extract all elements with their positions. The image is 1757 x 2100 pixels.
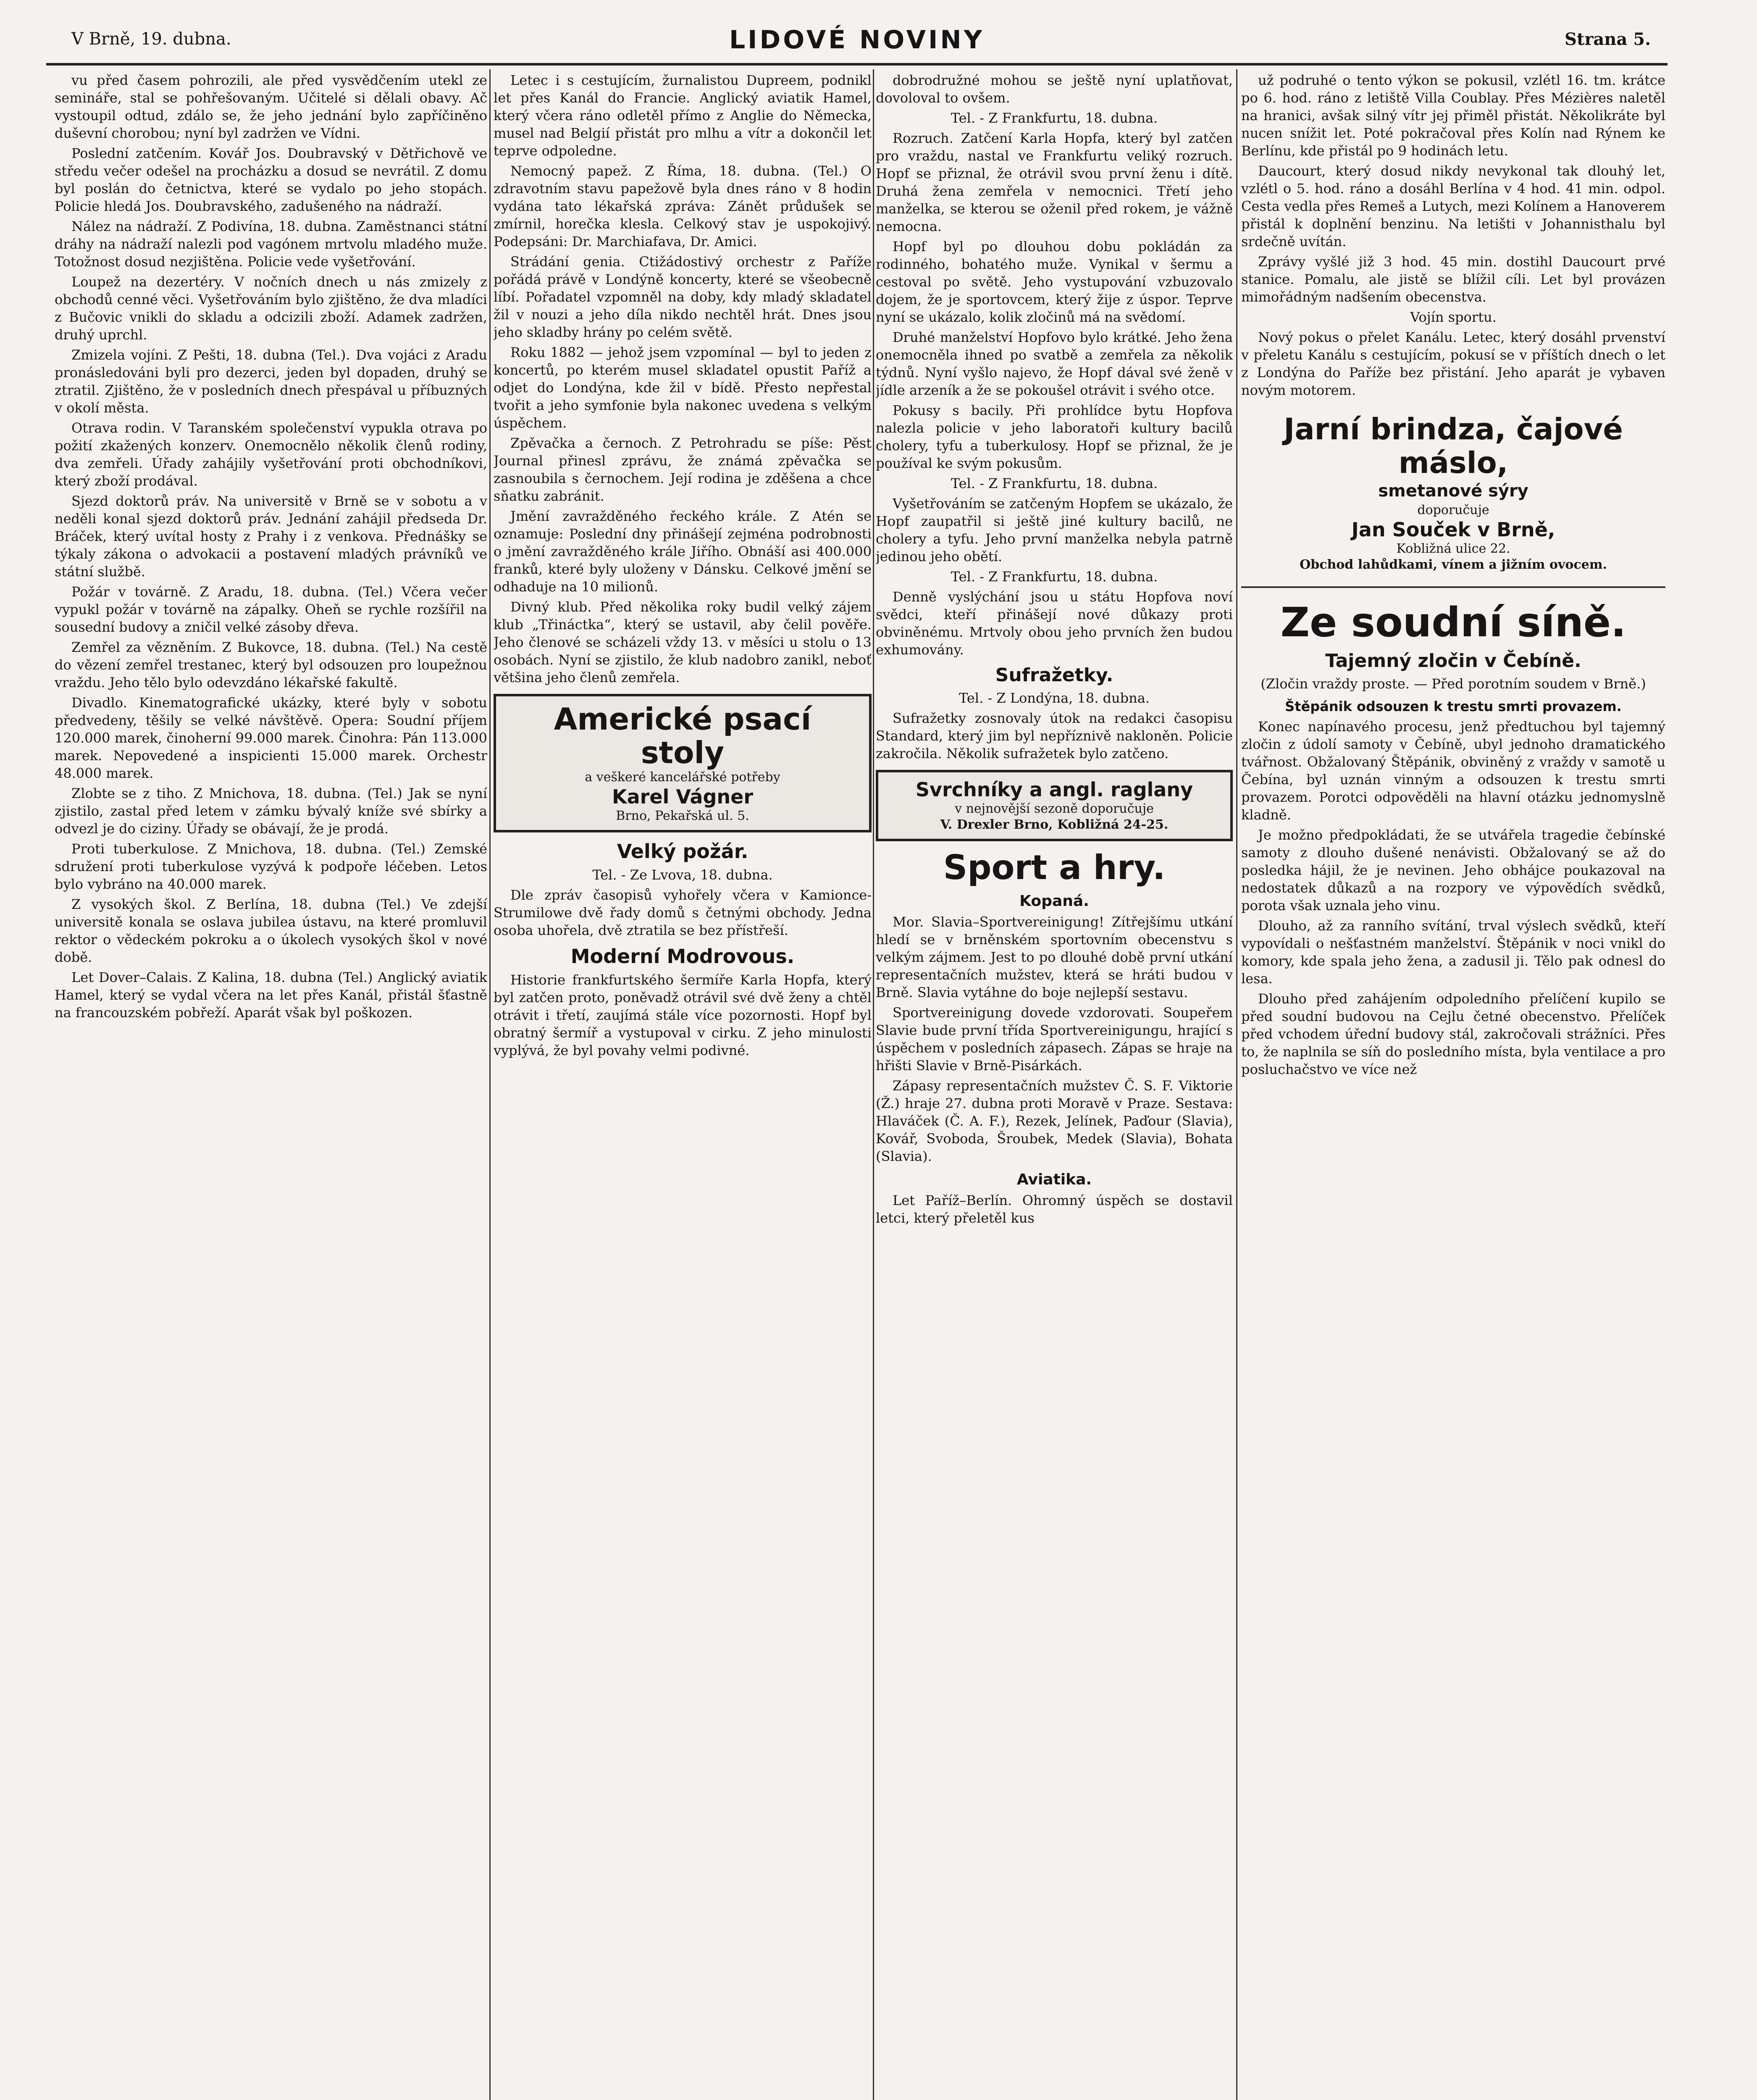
article-text: Dlouho před zahájením odpoledního přelíčení kupilo se před soudní budovou na Cejlu četné obecenstvo. Přelíček před vchodem úřední budovy stál, zakročovali strážníci. Přes to, že naplnila se síň do posledního místa, byla ventilace a pro posluchačstvo ve více než <box>1241 991 1665 1077</box>
page-header <box>46 25 1668 66</box>
advertisement-desks <box>494 694 872 832</box>
article-text: už podruhé o tento výkon se pokusil, vzlétl 16. tm. krátce po 6. hod. ráno z letiště Villa Coublay. Přes Mézières naletěl na hranici, avšak silný vítr jej přiměl přistát. Několikráte byl nucen snížit let. Poté pokračoval přes Kolín nad Rýnem ke Berlínu, kde přistál po 9 hodinách letu. <box>1241 72 1665 159</box>
article-text: Vyšetřováním se zatčeným Hopfem se ukázalo, že Hopf zaupatřil si ještě jiné kultury bacilů, ne cholery a tyfu. Jeho první manželka nebyla patrně jedinou jeho obětí. <box>876 496 1233 564</box>
article-text: Zemřel za vězněním. Z Bukovce, 18. dubna. (Tel.) Na cestě do vězení zemřel trestanec, který byl odsouzen pro loupežnou vraždu. Jeho tělo bylo odevzdáno lékařské fakultě. <box>55 639 487 690</box>
article-text: Roku 1882 — jehož jsem vzpomínal — byl to jeden z koncertů, po kterém musel skladatel opustit Paříž a odjet do Londýna, kde žil v bídě. Přesto nepřestal tvořit a jeho symfonie byla nakonec uvedena s velkým úspěchem. <box>494 344 872 431</box>
column-2 <box>494 71 872 2100</box>
article-text: Dle zpráv časopisů vyhořely včera v Kamionce-Strumilowe dvě řady domů s četnými obchody. Jedna osoba uhořela, dvě ztratila se bez přístřeší. <box>494 887 872 938</box>
article-text: Dlouho, až za ranního svítání, trval výslech svědků, kteří vypovídali o nešťastném manželství. Štěpánik v noci vnikl do komory, kde spala jeho žena, a zadusil ji. Tělo pak odnesl do lesa. <box>1241 918 1665 987</box>
article-title: Tajemný zločin v Čebíně. <box>1325 650 1581 672</box>
newspaper-title: LIDOVÉ NOVINY <box>729 25 985 55</box>
dateline: Tel. - Z Frankfurtu, 18. dubna. <box>951 110 1158 126</box>
article-text: Let Paříž–Berlín. Ohromný úspěch se dostavil letci, který přeletěl kus <box>876 1192 1233 1226</box>
ad-merchant-name: V. Drexler Brno, Kobližná 24-25. <box>940 817 1169 832</box>
page-number: Strana 5. <box>1564 29 1651 49</box>
article-text: Letec i s cestujícím, žurnalistou Dupreem, podnikl let přes Kanál do Francie. Anglický aviatik Hamel, který včera ráno odletěl přímo z Anglie do Německa, musel nad Belgií přistát pro mlhu a vítr a dokončil let teprve odpoledne. <box>494 72 872 159</box>
dateline: Tel. - Z Frankfurtu, 18. dubna. <box>951 569 1158 585</box>
dateline: Tel. - Z Frankfurtu, 18. dubna. <box>951 475 1158 491</box>
section-heading: Velký požár. <box>617 840 748 863</box>
article-text: Denně vyslýchání jsou u státu Hopfova noví svědci, kteří přinášejí nové důkazy proti obviněnému. Mrtvoly obou jeho prvních žen budou exhumovány. <box>876 589 1233 658</box>
ad-merchant-name: Karel Vágner <box>612 785 754 808</box>
column-1 <box>55 71 487 2100</box>
article-text: Sjezd doktorů práv. Na universitě v Brně se v sobotu a v neděli konal sjezd doktorů práv. Jednání zahájil předseda Dr. Bráček, který uvítal hosty z Prahy i z venkova. Přednášky se týkaly zákona o advokacii a postavení mladých právníků ve státní službě. <box>55 493 487 580</box>
article-text: Pokusy s bacily. Při prohlídce bytu Hopfova nalezla policie v jeho laboratoři kultury bacilů cholery, tyfu a tuberkulosy. Hopf se přiznal, že je používal ke svým pokusům. <box>876 402 1233 471</box>
dateline: Tel. - Ze Lvova, 18. dubna. <box>592 867 773 883</box>
article-text: Rozruch. Zatčení Karla Hopfa, který byl zatčen pro vraždu, nastal ve Frankfurtu veliký rozruch. Hopf se přiznal, že otrávil svou první ženu i dítě. Druhá žena zemřela v nemocnici. Třetí jeho manželka, se kterou se oženil před rokem, je vážně nemocna. <box>876 130 1233 234</box>
section-heading: Sport a hry. <box>943 848 1166 887</box>
article-text: Sufražetky zosnovaly útok na redakci časopisu Standard, který jim byl nepříznivě nakloněn. Policie zakročila. Několik sufražetek bylo zatčeno. <box>876 710 1233 761</box>
ad-headline: stoly <box>641 735 725 770</box>
sub-heading: Aviatika. <box>1016 1171 1092 1188</box>
article-text: Divný klub. Před několika roky budil velký zájem klub „Třináctka“, který se ustavil, aby čelil pověře. Jeho členové se scházeli vždy 13. v měsíci u stolu o 13 osobách. Nyní se zjistilo, že klub nadobro zanikl, neboť většina jeho členů zemřela. <box>494 599 872 685</box>
column-rule <box>873 69 874 2100</box>
article-subtitle: (Zločin vraždy proste. — Před porotním soudem v Brně.) <box>1261 676 1646 692</box>
article-text: vu před časem pohrozili, ale před vysvědčením utekl ze semináře, stal se pohřešovaným. Učitelé si dělali obavy. Ač vystoupil odtud, zdálo se, že jeho jednání bylo zapříčiněno duševní chorobou; nyní byl zadržen ve Vídni. <box>55 72 487 141</box>
article-text: Proti tuberkulose. Z Mnichova, 18. dubna. (Tel.) Zemské sdružení proti tuberkulose vyzývá k podpoře léčeben. Letos bylo vybráno na 40.000 marek. <box>55 841 487 892</box>
article-text: Nový pokus o přelet Kanálu. Letec, který dosáhl prvenství v přeletu Kanálu s cestujícím, pokusí se v příštích dnech o let z Londýna do Paříže bez přistání. Jeho aparát je vybaven novým motorem. <box>1241 329 1665 398</box>
article-text: Divadlo. Kinematografické ukázky, které byly v sobotu předvedeny, těšily se velké návštěvě. Opera: Soudní příjem 120.000 marek, činoherní 99.000 marek. Činohra: Pán 113.000 marek. Nepovedené a inspicienti 15.000 marek. Orchestr 48.000 marek. <box>55 695 487 781</box>
article-text: Jmění zavražděného řeckého krále. Z Atén se oznamuje: Poslední dny přinášejí zejména podrobnosti o jmění zavražděného krále Jiřího. Obnáší asi 400.000 franků, které byly uloženy v Dánsku. Celkové jmění se odhaduje na 10 milionů. <box>494 508 872 595</box>
article-text: Zprávy vyšlé již 3 hod. 45 min. dostihl Daucourt prvé stanice. Pomalu, ale jistě se blížil cíli. Let byl provázen mimořádným nadšením obecenstva. <box>1241 254 1665 305</box>
advertisement-cheese <box>1241 407 1665 579</box>
article-text: Hopf byl po dlouhou dobu pokládán za rodinného, bohatého muže. Vynikal v šermu a cestoval po světě. Jeho vystupování vzbuzovalo dojem, že je sportovcem, který žije z úspor. Teprve nyní se ukázalo, kolik zločinů má na svědomí. <box>876 239 1233 325</box>
article-text: Zmizela vojíni. Z Pešti, 18. dubna (Tel.). Dva vojáci z Aradu pronásledováni byli pro dezerci, jeden byl dopaden, druhý se ztratil. Zjištěno, že v posledních dnech přespával u příbuzných v okolí města. <box>55 347 487 416</box>
ad-headline: Americké psací <box>554 701 812 737</box>
sub-heading: Vojín sportu. <box>1410 309 1497 325</box>
column-4 <box>1241 71 1665 2100</box>
article-text: Druhé manželství Hopfovo bylo krátké. Jeho žena onemocněla ihned po svatbě a zemřela za několik týdnů. Nyní vyšlo najevo, že Hopf dával své ženě v jídle arzeník a že se pokoušel otrávit i svého otce. <box>876 329 1233 398</box>
sub-heading: Kopaná. <box>1019 892 1089 910</box>
dateline: Tel. - Z Londýna, 18. dubna. <box>959 690 1150 706</box>
ad-headline: smetanové sýry <box>1378 481 1529 501</box>
article-text: Z vysokých škol. Z Berlína, 18. dubna (Tel.) Ve zdejší universitě konala se oslava jubilea ústavu, na které promluvil rektor o vědeckém pokroku a o úkolech vysokých škol v nové době. <box>55 896 487 965</box>
article-text: dobrodružné mohou se ještě nyní uplatňovat, dovoloval to ovšem. <box>876 72 1233 106</box>
ad-merchant-name: Jan Souček v Brně, <box>1351 518 1555 541</box>
article-text: Strádání genia. Ctižádostivý orchestr z Paříže pořádá právě v Londýně koncerty, které se všeobecně líbí. Pořadatel vzpomněl na doby, kdy mladý skladatel žil v nouzi a jeho díla nikdo nechtěl hrát. Dnes jsou jeho skladby hrány po celém světě. <box>494 254 872 340</box>
ad-headline: Svrchníky a angl. raglany <box>915 778 1193 801</box>
article-text: Zlobte se z tiho. Z Mnichova, 18. dubna. (Tel.) Jak se nyní zjistilo, zastal před letem v zámku bývalý kníže své sbírky a odvezl je do ciziny. Úřady se obávají, že je prodá. <box>55 785 487 837</box>
article-text: Zpěvačka a černoch. Z Petrohradu se píše: Pěst Journal přinesl zprávu, že známá zpěvačka se zasnoubila s černochem. Její rodina je zděšena a chce sňatku zabránit. <box>494 435 872 504</box>
article-text: Je možno předpokládati, že se utvářela tragedie čebínské samoty z dlouho dušené nenávisti. Obžalovaný se až do posledka hájil, že je nevinen. Jeho obhájce poukazoval na nedostatek důkazů a na rozpory ve výpovědích svědků, porota však uznala jeho vinu. <box>1241 827 1665 914</box>
column-rule <box>489 69 491 2100</box>
article-text: Mor. Slavia–Sportvereinigung! Zítřejšímu utkání hledí se v brněnském sportovním obecenstvu s velkým zájmem. Jest to po dlouhé době první utkání representačních mužstev, která se hráti budou v Brně. Slavia vytáhne do boje nejlepší sestavu. <box>876 914 1233 1000</box>
article-text: Otrava rodin. V Taranském společenství vypukla otrava po požití zkažených konzerv. Onemocnělo několik členů rodiny, dva zemřeli. Úřady zahájily vyšetřování proti obchodníkovi, který zboží prodával. <box>55 420 487 489</box>
divider <box>1241 586 1665 588</box>
section-heading: Moderní Modrovous. <box>570 945 795 968</box>
ad-text: Obchod lahůdkami, vínem a jižním ovocem. <box>1300 557 1607 572</box>
article-text: Loupež na dezertéry. V nočních dnech u nás zmizely z obchodů cenné věci. Vyšetřováním bylo zjištěno, že dva mladíci z Bučovic vnikli do skladu a odcizili zboží. Adamek zadržen, druhý uprchl. <box>55 274 487 343</box>
header-date: V Brně, 19. dubna. <box>71 29 231 49</box>
section-heading: Sufražetky. <box>995 664 1114 686</box>
column-rule <box>1236 69 1237 2100</box>
advertisement-coats <box>876 770 1233 841</box>
article-text: Sportvereinigung dovede vzdorovati. Soupeřem Slavie bude první třída Sportvereinigungu, hrající s úspěchem v posledních zápasech. Zápas se hraje na hřišti Slavie v Brně-Pisárkách. <box>876 1005 1233 1074</box>
ad-text: v nejnovější sezoně doporučuje <box>955 801 1154 816</box>
article-text: Konec napínavého procesu, jenž předtuchou byl tajemný zločin z údolí samoty v Čebíně, ubyl jednoho dramatického tvářnost. Obžalovaný Štěpánik, obviněný z vraždy v samotě u Čebína, byl uznán vinným a odsouzen k trestu smrti provazem. Porotci odpověděli na hlavní otázku jednomyslně kladně. <box>1241 719 1665 823</box>
article-text: Nález na nádraží. Z Podivína, 18. dubna. Zaměstnanci státní dráhy na nádraží nalezli pod vagónem mrtvolu mladého muže. Totožnost dosud nezjištěna. Policie vede vyšetřování. <box>55 218 487 270</box>
ad-address: Brno, Pekařská ul. 5. <box>616 808 749 823</box>
article-text: Poslední zatčením. Kovář Jos. Doubravský v Dětřichově ve středu večer odešel na procházku a dosud se nevrátil. Z domu byl poslán do četnictva, které se vydalo po jeho stopách. Policie hledá Jos. Doubravského, zadušeného na nádraží. <box>55 145 487 214</box>
article-text: Zápasy representačních mužstev Č. S. F. Viktorie (Ž.) hraje 27. dubna proti Moravě v Praze. Sestava: Hlaváček (Č. A. F.), Rezek, Jelínek, Paďour (Slavia), Kovář, Svoboda, Šroubek, Medek (Slavia), Bohata (Slavia). <box>876 1078 1233 1164</box>
ad-headline: Jarní brindza, čajové máslo, <box>1284 412 1623 480</box>
ad-address: Kobližná ulice 22. <box>1396 541 1510 556</box>
article-verdict: Štěpánik odsouzen k trestu smrti provazem. <box>1285 698 1622 714</box>
ad-text: doporučuje <box>1417 503 1489 517</box>
article-text: Požár v továrně. Z Aradu, 18. dubna. (Tel.) Včera večer vypukl požár v továrně na zápalky. Oheň se rychle rozšířil na sousední budovy a zničil velké zásoby dřeva. <box>55 584 487 635</box>
article-text: Historie frankfurtského šermíře Karla Hopfa, který byl zatčen proto, poněvadž otrávil své dvě ženy a chtěl otrávit i třetí, zaujímá stále více pozornosti. Hopf byl obratný šermíř a vystupoval v cirku. Z jeho minulosti vyplývá, že byl povahy velmi podivné. <box>494 972 872 1058</box>
column-3 <box>876 71 1233 2100</box>
ad-text: a veškeré kancelářské potřeby <box>585 770 780 785</box>
section-heading: Ze soudní síně. <box>1280 599 1626 646</box>
article-text: Nemocný papež. Z Říma, 18. dubna. (Tel.) O zdravotním stavu papežově byla dnes ráno v 8 hodin vydána tato lékařská zpráva: Zánět průdušek se zmírnil, horečka klesla. Celkový stav je uspokojivý. Podepsáni: Dr. Marchiafava, Dr. Amici. <box>494 163 872 249</box>
article-text: Let Dover–Calais. Z Kalina, 18. dubna (Tel.) Anglický aviatik Hamel, který se vydal včera na let přes Kanál, přistál šťastně na francouzském pobřeží. Aparát však byl poškozen. <box>55 969 487 1021</box>
article-text: Daucourt, který dosud nikdy nevykonal tak dlouhý let, vzlétl o 5. hod. ráno a dosáhl Berlína v 4 hod. 41 min. odpol. Cesta vedla přes Remeš a Lutych, mezi Kolínem a Hanoverem přistál k doplnění benzinu. Na letišti v Johannisthalu byl srdečně uvítán. <box>1241 163 1665 249</box>
